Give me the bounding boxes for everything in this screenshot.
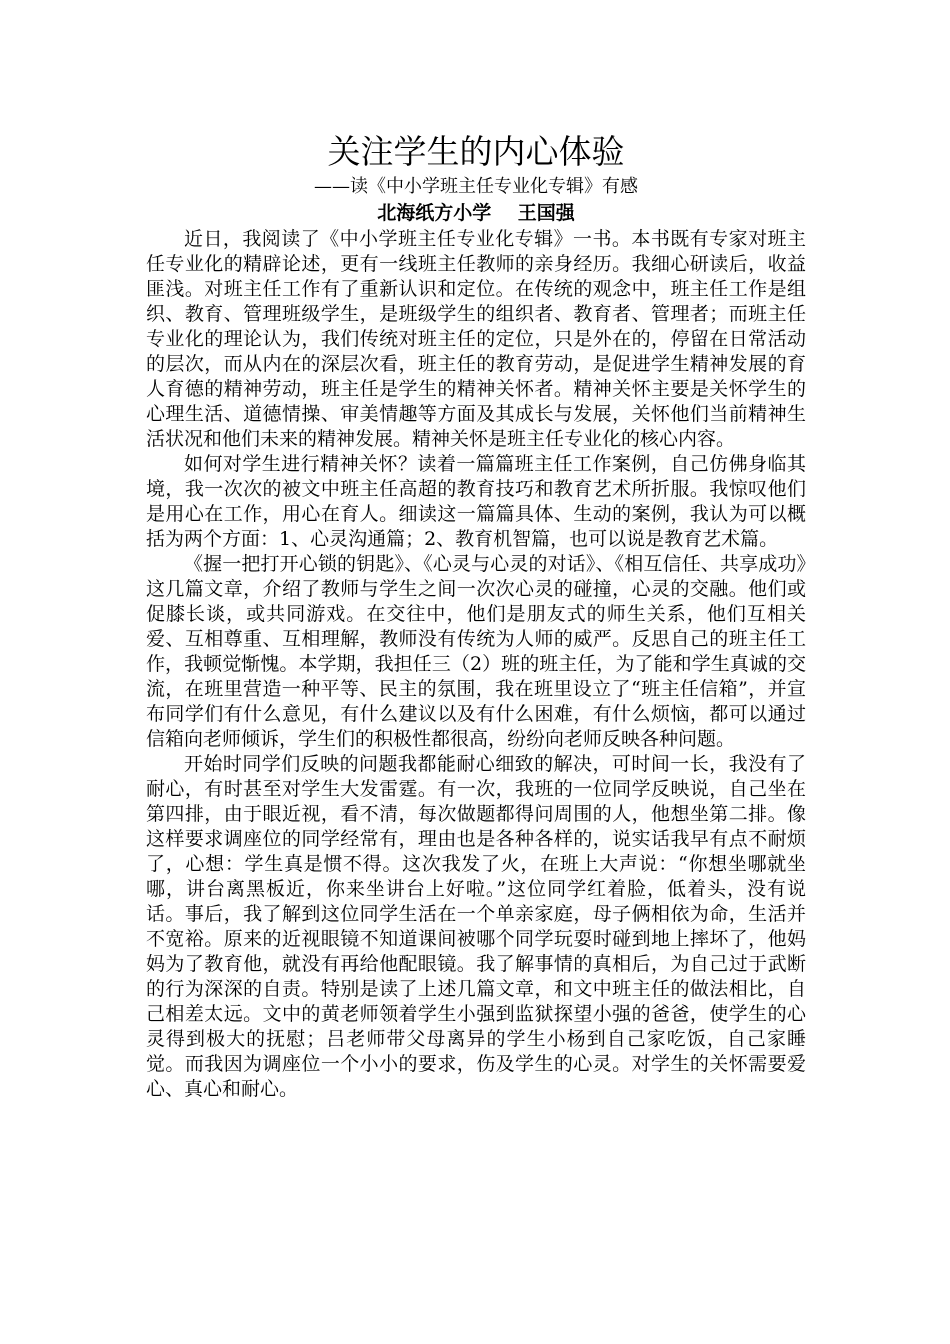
paragraph: 《握一把打开心锁的钥匙》、《心灵与心灵的对话》、《相互信任、共享成功》这几篇文章，介绍了教师与学生之间一次次心灵的碰撞，心灵的交融。他们或促膝长谈，或共同游戏。在交往中，他们是朋友式的师生关系，他们互相关爱、互相尊重、互相理解，教师没有传统为人师的威严。反思自己的班主任工作，我顿觉惭愧。本学期，我担任三（2）班的班主任，为了能和学生真诚的交流，在班里营造一种平等、民主的氛围，我在班里设立了“班主任信箱”，并宣布同学们有什么意见，有什么建议以及有什么困难，有什么烦恼，都可以通过信箱向老师倾诉，学生们的积极性都很高，纷纷向老师反映各种问题。 [146,553,806,750]
document-page [146,130,806,1102]
document-subtitle: ——读《中小学班主任专业化专辑》有感 [314,176,638,197]
paragraph: 开始时同学们反映的问题我都能耐心细致的解决，可时间一长，我没有了耐心，有时甚至对学生大发雷霆。有一次，我班的一位同学反映说，自己坐在第四排，由于眼近视，看不清，每次做题都得问周围的人，他想坐第二排。像这样要求调座位的同学经常有，理由也是各种各样的，说实话我早有点不耐烦了，心想：学生真是惯不得。这次我发了火，在班上大声说：“你想坐哪就坐哪，讲台离黑板近，你来坐讲台上好啦。”这位同学红着脸，低着头，没有说话。事后，我了解到这位同学生活在一个单亲家庭，母子俩相依为命，生活并不宽裕。原来的近视眼镜不知道课间被哪个同学玩耍时碰到地上摔坏了，他妈妈为了教育他，就没有再给他配眼镜。我了解事情的真相后，为自己过于武断的行为深深的自责。特别是读了上述几篇文章，和文中班主任的做法相比，自己相差太远。文中的黄老师领着学生小强到监狱探望小强的爸爸，使学生的心灵得到极大的抚慰；吕老师带父母离异的学生小杨到自己家吃饭，自己家睡觉。而我因为调座位一个小小的要求，伤及学生的心灵。对学生的关怀需要爱心、真心和耐心。 [146,753,806,1100]
document-body [146,227,806,1102]
paragraph: 如何对学生进行精神关怀？读着一篇篇班主任工作案例，自己仿佛身临其境，我一次次的被文中班主任高超的教育技巧和教育艺术所折服。我惊叹他们是用心在工作，用心在育人。细读这一篇篇具体、生动的案例，我认为可以概括为两个方面：1、心灵沟通篇；2、教育机智篇，也可以说是教育艺术篇。 [146,453,806,550]
document-title: 关注学生的内心体验 [327,132,625,171]
paragraph: 近日，我阅读了《中小学班主任专业化专辑》一书。本书既有专家对班主任专业化的精辟论述，更有一线班主任教师的亲身经历。我细心研读后，收益匪浅。对班主任工作有了重新认识和定位。在传统的观念中，班主任工作是组织、教育、管理班级学生，是班级学生的组织者、教育者、管理者；而班主任专业化的理论认为，我们传统对班主任的定位，只是外在的，停留在日常活动的层次，而从内在的深层次看，班主任的教育劳动，是促进学生精神发展的育人育德的精神劳动，班主任是学生的精神关怀者。精神关怀主要是关怀学生的心理生活、道德情操、审美情趣等方面及其成长与发展，关怀他们当前精神生活状况和他们未来的精神发展。精神关怀是班主任专业化的核心内容。 [146,228,806,450]
document-author: 北海纸方小学 王国强 [377,202,575,224]
